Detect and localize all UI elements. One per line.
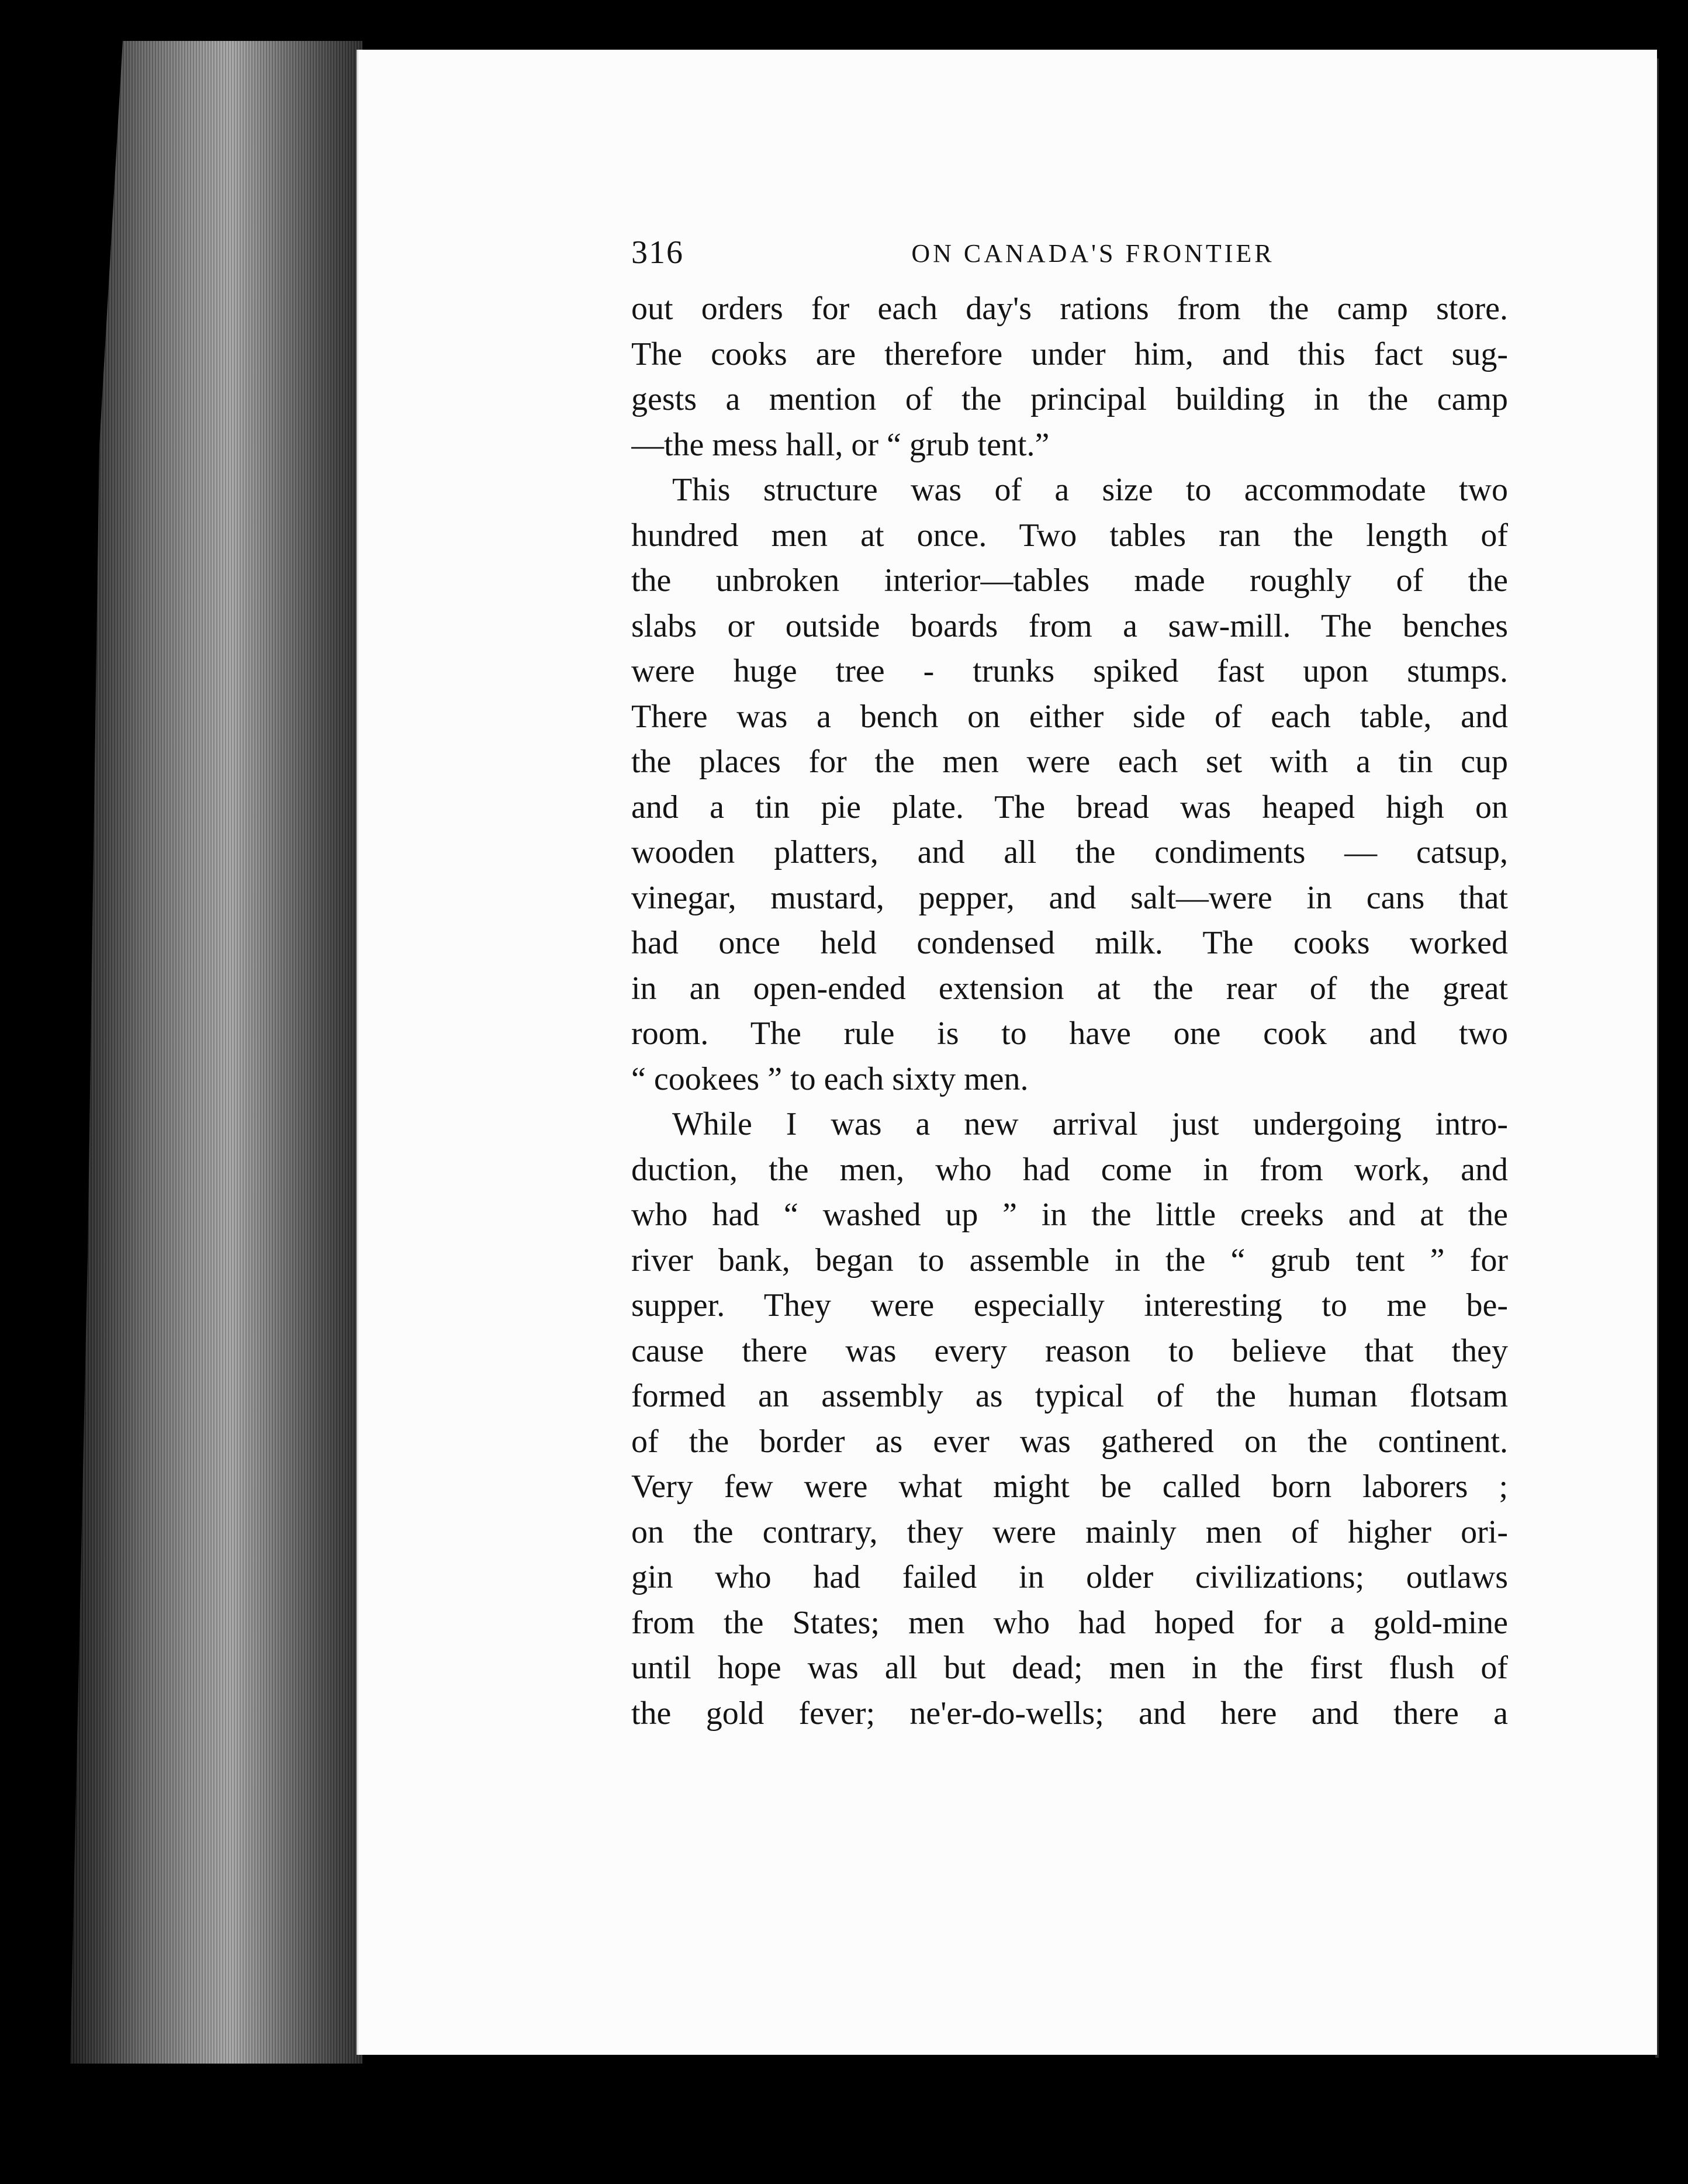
- text-line: duction, the men, who had come in from work, and: [631, 1151, 1508, 1188]
- text-line: —the mess hall, or “ grub tent.”: [631, 426, 1050, 463]
- text-line: vinegar, mustard, pepper, and salt—were in cans that: [631, 879, 1508, 916]
- text-line: cause there was every reason to believe that they: [631, 1332, 1508, 1369]
- text-line: had once held condensed milk. The cooks worked: [631, 925, 1508, 961]
- running-head: [631, 234, 1508, 286]
- text-line: Very few were what might be called born laborers ;: [631, 1468, 1508, 1505]
- text-line: the places for the men were each set with a tin cup: [631, 744, 1508, 780]
- text-line: river bank, began to assemble in the “ grub tent ” for: [631, 1242, 1508, 1278]
- text-block: [631, 234, 1508, 1736]
- text-line: of the border as ever was gathered on the continent.: [631, 1423, 1508, 1460]
- text-line: on the contrary, they were mainly men of higher ori-: [631, 1513, 1508, 1550]
- text-line: until hope was all but dead; men in the first flush of: [631, 1650, 1508, 1686]
- text-line: the unbroken interior—tables made roughly of the: [631, 562, 1508, 599]
- text-line: the gold fever; ne'er-do-wells; and here and there a: [631, 1695, 1508, 1732]
- text-line: hundred men at once. Two tables ran the length of: [631, 517, 1508, 554]
- text-line: formed an assembly as typical of the human flotsam: [631, 1378, 1508, 1414]
- text-line: The cooks are therefore under him, and this fact sug-: [631, 336, 1508, 372]
- text-line: were huge tree - trunks spiked fast upon stumps.: [631, 653, 1508, 689]
- text-line: and a tin pie plate. The bread was heaped high on: [631, 789, 1508, 825]
- text-line: in an open-ended extension at the rear of the great: [631, 970, 1508, 1007]
- text-line: supper. They were especially interesting to me be-: [631, 1287, 1508, 1323]
- text-line: who had “ washed up ” in the little creeks and at the: [631, 1197, 1508, 1233]
- text-line: out orders for each day's rations from the camp store.: [631, 291, 1508, 327]
- text-line: gin who had failed in older civilizations; outlaws: [631, 1559, 1508, 1595]
- text-line: This structure was of a size to accommodate two: [672, 472, 1508, 508]
- book-right-edge: [1655, 58, 1688, 2058]
- text-line: slabs or outside boards from a saw-mill. The benches: [631, 607, 1508, 644]
- book-page-edges: [70, 41, 362, 2064]
- running-title: ON CANADA'S FRONTIER: [911, 239, 1275, 268]
- text-line: While I was a new arrival just undergoing intro-: [672, 1106, 1508, 1142]
- text-line: wooden platters, and all the condiments — catsup,: [631, 834, 1508, 870]
- text-line: “ cookees ” to each sixty men.: [631, 1060, 1029, 1097]
- page-number: 316: [631, 234, 684, 271]
- text-line: gests a mention of the principal building in the camp: [631, 381, 1508, 417]
- text-line: room. The rule is to have one cook and two: [631, 1015, 1508, 1052]
- text-line: There was a bench on either side of each table, and: [631, 698, 1508, 735]
- text-line: from the States; men who had hoped for a gold-mine: [631, 1604, 1508, 1641]
